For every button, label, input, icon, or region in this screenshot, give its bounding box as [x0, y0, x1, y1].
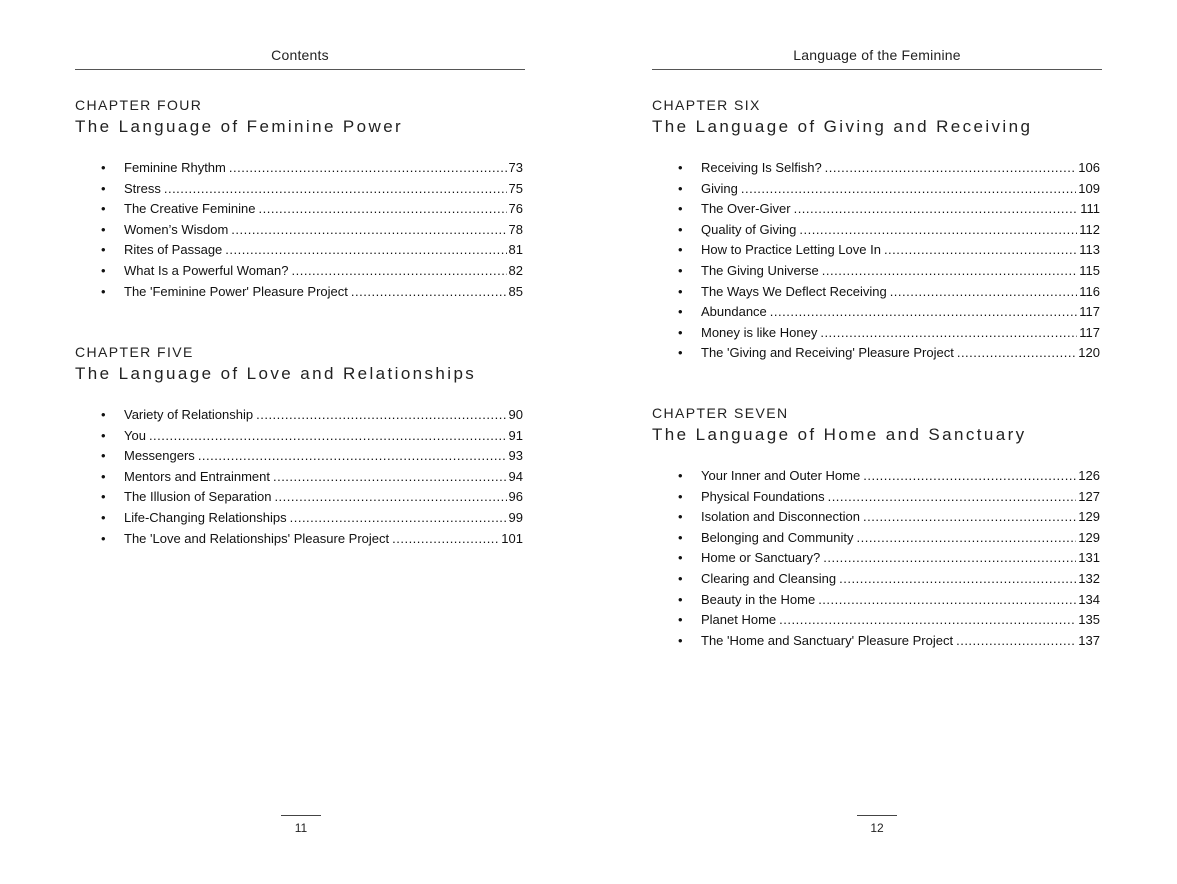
- toc-page-number: 91: [508, 427, 523, 443]
- bullet-icon: •: [101, 180, 106, 196]
- toc-page-number: 109: [1078, 180, 1100, 196]
- toc-entry[interactable]: [75, 426, 523, 447]
- toc-entry[interactable]: [75, 282, 523, 303]
- chapter-six: [652, 96, 1102, 364]
- dot-leader: [828, 487, 1077, 508]
- bullet-icon: •: [678, 304, 683, 320]
- toc-page-number: 116: [1079, 283, 1100, 299]
- toc-entry-title: The 'Home and Sanctuary' Pleasure Project: [701, 632, 954, 648]
- dot-leader: [839, 569, 1076, 590]
- toc-entry[interactable]: [652, 282, 1100, 303]
- toc-entry[interactable]: [652, 220, 1100, 241]
- chapter-four: [75, 96, 525, 302]
- toc-entry-title: What Is a Powerful Woman?: [124, 262, 289, 278]
- bullet-icon: •: [101, 262, 106, 278]
- toc-entry-title: Life-Changing Relationships: [124, 509, 287, 525]
- toc-list: [75, 405, 525, 549]
- bullet-icon: •: [678, 345, 683, 361]
- toc-entry[interactable]: [75, 529, 523, 550]
- bullet-icon: •: [678, 201, 683, 217]
- toc-entry[interactable]: [652, 240, 1100, 261]
- bullet-icon: •: [678, 242, 683, 258]
- toc-entry-title: The Over-Giver: [701, 201, 791, 217]
- toc-entry[interactable]: [652, 158, 1100, 179]
- toc-entry-title: Physical Foundations: [701, 488, 825, 504]
- toc-page-number: 82: [508, 262, 523, 278]
- toc-entry[interactable]: [75, 487, 523, 508]
- toc-page-number: 75: [508, 180, 523, 196]
- toc-list: [75, 158, 525, 302]
- toc-entry-title: The Ways We Deflect Receiving: [701, 283, 887, 299]
- bullet-icon: •: [101, 489, 106, 505]
- dot-leader: [822, 261, 1077, 282]
- dot-leader: [799, 220, 1077, 241]
- header-rule: [652, 69, 1102, 70]
- toc-entry[interactable]: [75, 220, 523, 241]
- toc-entry[interactable]: [652, 548, 1100, 569]
- bullet-icon: •: [101, 160, 106, 175]
- toc-entry-title: Messengers: [124, 448, 195, 464]
- toc-page-number: 94: [508, 468, 523, 484]
- toc-entry-title: Quality of Giving: [701, 221, 797, 237]
- toc-entry-title: Home or Sanctuary?: [701, 550, 821, 566]
- toc-entry[interactable]: [652, 610, 1100, 631]
- running-head: Contents: [271, 47, 329, 63]
- toc-entry-title: Mentors and Entrainment: [124, 468, 270, 484]
- dot-leader: [856, 528, 1076, 549]
- toc-page-number: 129: [1078, 529, 1100, 545]
- dot-leader: [273, 467, 507, 488]
- toc-entry-title: The 'Feminine Power' Pleasure Project: [124, 283, 348, 299]
- toc-entry-title: Giving: [701, 180, 738, 196]
- dot-leader: [779, 610, 1076, 631]
- toc-entry[interactable]: [652, 631, 1100, 652]
- chapter-title: The Language of Feminine Power: [75, 117, 404, 136]
- toc-page-number: 126: [1078, 468, 1100, 483]
- toc-page-number: 113: [1079, 242, 1100, 258]
- page-folio: [857, 815, 897, 835]
- bullet-icon: •: [678, 488, 683, 504]
- toc-list: [652, 158, 1102, 364]
- toc-page-number: 117: [1079, 324, 1100, 340]
- chapter-label: CHAPTER FIVE: [75, 344, 194, 360]
- dot-leader: [770, 302, 1077, 323]
- chapter-title: The Language of Giving and Receiving: [652, 117, 1033, 136]
- bullet-icon: •: [678, 509, 683, 525]
- folio-rule: [857, 815, 897, 816]
- left-page: [75, 0, 525, 884]
- dot-leader: [225, 240, 506, 261]
- toc-entry-title: You: [124, 427, 146, 443]
- bullet-icon: •: [678, 468, 683, 483]
- toc-entry[interactable]: [652, 179, 1100, 200]
- bullet-icon: •: [101, 509, 106, 525]
- page-number: 11: [294, 821, 308, 835]
- dot-leader: [231, 220, 506, 241]
- dot-leader: [825, 158, 1077, 179]
- bullet-icon: •: [101, 242, 106, 258]
- toc-page-number: 129: [1078, 509, 1100, 525]
- bullet-icon: •: [678, 324, 683, 340]
- dot-leader: [351, 282, 507, 303]
- bullet-icon: •: [101, 407, 106, 422]
- toc-entry[interactable]: [652, 466, 1100, 487]
- toc-entry[interactable]: [652, 507, 1100, 528]
- toc-page-number: 99: [508, 509, 523, 525]
- toc-entry[interactable]: [75, 199, 523, 220]
- toc-page-number: 135: [1078, 612, 1100, 628]
- dot-leader: [164, 179, 507, 200]
- toc-entry-title: Variety of Relationship: [124, 407, 254, 422]
- toc-entry[interactable]: [652, 261, 1100, 282]
- dot-leader: [256, 405, 506, 426]
- toc-page-number: 115: [1079, 262, 1100, 278]
- toc-entry-title: Planet Home: [701, 612, 777, 628]
- toc-entry-title: Belonging and Community: [701, 529, 854, 545]
- bullet-icon: •: [678, 591, 683, 607]
- toc-entry-title: The Creative Feminine: [124, 201, 256, 217]
- bullet-icon: •: [101, 448, 106, 464]
- chapter-five: [75, 343, 525, 549]
- chapter-title: The Language of Love and Relationships: [75, 364, 477, 383]
- page-number: 12: [870, 821, 884, 835]
- page-folio: [281, 815, 321, 835]
- toc-entry-title: Rites of Passage: [124, 242, 223, 258]
- toc-page-number: 137: [1078, 632, 1100, 648]
- dot-leader: [149, 426, 507, 447]
- folio-rule: [281, 815, 321, 816]
- dot-leader: [259, 199, 507, 220]
- toc-entry-title: Feminine Rhythm: [124, 160, 226, 175]
- toc-page-number: 73: [508, 160, 523, 175]
- toc-entry-title: Your Inner and Outer Home: [701, 468, 861, 483]
- toc-page-number: 106: [1078, 160, 1100, 175]
- bullet-icon: •: [101, 530, 106, 546]
- bullet-icon: •: [678, 262, 683, 278]
- bullet-icon: •: [101, 427, 106, 443]
- bullet-icon: •: [678, 612, 683, 628]
- toc-entry[interactable]: [75, 179, 523, 200]
- toc-page-number: 117: [1079, 304, 1100, 320]
- toc-page-number: 132: [1078, 570, 1100, 586]
- dot-leader: [956, 631, 1076, 652]
- bullet-icon: •: [101, 221, 106, 237]
- toc-entry[interactable]: [652, 528, 1100, 549]
- toc-entry[interactable]: [652, 590, 1100, 611]
- toc-entry[interactable]: [75, 261, 523, 282]
- bullet-icon: •: [678, 180, 683, 196]
- toc-page-number: 76: [508, 201, 523, 217]
- toc-entry-title: Abundance: [701, 304, 767, 320]
- toc-entry[interactable]: [75, 405, 523, 426]
- toc-entry[interactable]: [652, 199, 1100, 220]
- toc-entry-title: The 'Giving and Receiving' Pleasure Project: [701, 345, 954, 361]
- toc-page-number: 78: [508, 221, 523, 237]
- toc-entry[interactable]: [75, 446, 523, 467]
- bullet-icon: •: [678, 550, 683, 566]
- toc-entry-title: How to Practice Letting Love In: [701, 242, 881, 258]
- toc-entry[interactable]: [652, 487, 1100, 508]
- right-page: [652, 0, 1102, 884]
- toc-page-number: 93: [508, 448, 523, 464]
- dot-leader: [198, 446, 507, 467]
- toc-entry[interactable]: [652, 302, 1100, 323]
- toc-entry-title: The Illusion of Separation: [124, 489, 272, 505]
- bullet-icon: •: [678, 160, 683, 175]
- toc-entry[interactable]: [75, 158, 523, 179]
- chapter-label: CHAPTER FOUR: [75, 97, 203, 113]
- toc-page-number: 90: [508, 407, 523, 422]
- bullet-icon: •: [678, 221, 683, 237]
- dot-leader: [741, 179, 1076, 200]
- dot-leader: [794, 199, 1079, 220]
- toc-page-number: 127: [1078, 488, 1100, 504]
- toc-entry-title: Clearing and Cleansing: [701, 570, 837, 586]
- toc-entry-title: Stress: [124, 180, 161, 196]
- dot-leader: [884, 240, 1077, 261]
- toc-entry-title: Isolation and Disconnection: [701, 509, 860, 525]
- dot-leader: [274, 487, 506, 508]
- bullet-icon: •: [678, 570, 683, 586]
- dot-leader: [290, 508, 507, 529]
- toc-page-number: 85: [508, 283, 523, 299]
- toc-list: [652, 466, 1102, 651]
- toc-entry[interactable]: [652, 343, 1100, 364]
- dot-leader: [863, 507, 1076, 528]
- bullet-icon: •: [101, 283, 106, 299]
- bullet-icon: •: [678, 529, 683, 545]
- toc-entry[interactable]: [75, 467, 523, 488]
- toc-entry[interactable]: [75, 508, 523, 529]
- dot-leader: [890, 282, 1078, 303]
- chapter-seven: [652, 404, 1102, 651]
- toc-entry[interactable]: [75, 240, 523, 261]
- dot-leader: [823, 548, 1076, 569]
- bullet-icon: •: [678, 283, 683, 299]
- toc-page-number: 131: [1078, 550, 1100, 566]
- toc-entry-title: Beauty in the Home: [701, 591, 816, 607]
- header-rule: [75, 69, 525, 70]
- dot-leader: [818, 590, 1076, 611]
- dot-leader: [820, 323, 1077, 344]
- toc-page-number: 112: [1079, 221, 1100, 237]
- chapter-title: The Language of Home and Sanctuary: [652, 425, 1027, 444]
- toc-entry-title: Women’s Wisdom: [124, 221, 229, 237]
- chapter-label: CHAPTER SEVEN: [652, 405, 789, 421]
- toc-page-number: 96: [508, 489, 523, 505]
- dot-leader: [229, 158, 507, 179]
- toc-page-number: 81: [508, 242, 523, 258]
- bullet-icon: •: [101, 201, 106, 217]
- dot-leader: [957, 343, 1076, 364]
- toc-entry[interactable]: [652, 569, 1100, 590]
- toc-entry[interactable]: [652, 323, 1100, 344]
- running-head: Language of the Feminine: [793, 47, 961, 63]
- dot-leader: [292, 261, 507, 282]
- toc-entry-title: Receiving Is Selfish?: [701, 160, 822, 175]
- toc-entry-title: The Giving Universe: [701, 262, 819, 278]
- chapter-label: CHAPTER SIX: [652, 97, 761, 113]
- bullet-icon: •: [678, 632, 683, 648]
- toc-entry-title: Money is like Honey: [701, 324, 818, 340]
- toc-page-number: 111: [1080, 201, 1100, 217]
- dot-leader: [392, 529, 499, 550]
- toc-page-number: 101: [501, 530, 523, 546]
- toc-page-number: 120: [1078, 345, 1100, 361]
- dot-leader: [863, 466, 1076, 487]
- bullet-icon: •: [101, 468, 106, 484]
- toc-page-number: 134: [1078, 591, 1100, 607]
- toc-entry-title: The 'Love and Relationships' Pleasure Project: [124, 530, 390, 546]
